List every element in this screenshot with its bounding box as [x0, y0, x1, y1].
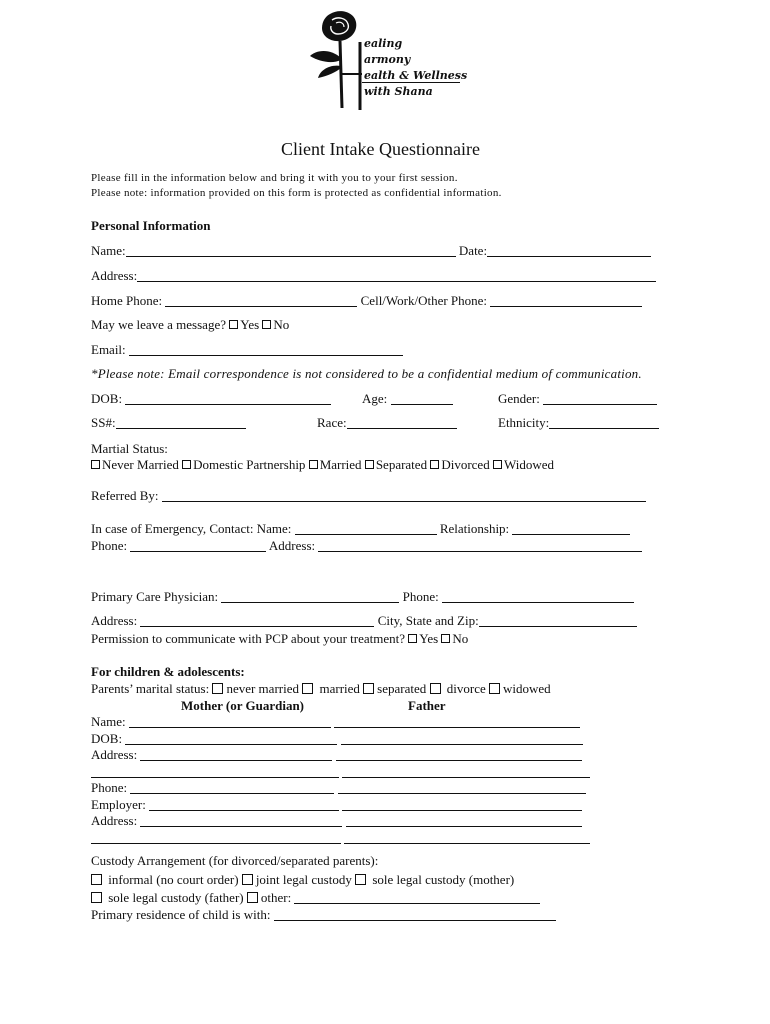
intro-line-1: Please fill in the information below and bring it with you to your first session.	[91, 172, 458, 184]
pcp-no-label: No	[452, 631, 469, 646]
age-group	[362, 391, 453, 407]
pcp-yes-checkbox[interactable]	[408, 634, 417, 643]
personal-heading: Personal Information	[91, 218, 211, 233]
referred-label: Referred By:	[91, 488, 159, 503]
primary-residence-row	[91, 907, 556, 923]
married-checkbox-parents[interactable]	[302, 683, 313, 694]
marital-options	[91, 457, 554, 473]
address-field[interactable]	[137, 269, 656, 282]
race-group	[317, 415, 457, 431]
date-field[interactable]	[487, 244, 651, 257]
gender-group	[498, 391, 657, 407]
col-father: Father	[408, 698, 446, 713]
child-phone-label: Phone:	[91, 780, 128, 795]
child-name-row	[91, 714, 580, 730]
logo-line-3: ealth & Wellness	[364, 69, 468, 82]
ss-label: SS#:	[91, 415, 116, 430]
relationship-field[interactable]	[512, 522, 630, 535]
custody-other-field[interactable]	[294, 891, 540, 904]
pcp-yes-label: Yes	[419, 631, 439, 646]
logo-line-1: ealing	[364, 37, 403, 50]
widowed-checkbox[interactable]	[493, 460, 502, 469]
ethnicity-label: Ethnicity:	[498, 415, 550, 430]
child-address-label: Address:	[91, 747, 138, 762]
relationship-label: Relationship:	[439, 521, 510, 536]
parents-married-label: married	[319, 681, 360, 696]
logo-text	[364, 36, 467, 100]
col-mother: Mother (or Guardian)	[181, 698, 305, 713]
pcp-label: Primary Care Physician:	[91, 589, 219, 604]
intro-line-2: Please note: information provided on this form is protected as confidential information.	[91, 187, 502, 199]
children-heading: For children & adolescents:	[91, 664, 245, 679]
home-phone-label: Home Phone:	[91, 293, 163, 308]
name-row	[91, 243, 651, 259]
father-phone-field[interactable]	[338, 781, 586, 794]
logo-line-2: armony	[364, 53, 411, 66]
logo	[300, 8, 470, 113]
mother-dob-field[interactable]	[125, 732, 337, 745]
parents-never-married-label: never married	[226, 681, 299, 696]
emergency-address-field[interactable]	[318, 539, 642, 552]
father-address-cont-field[interactable]	[342, 765, 590, 778]
child-address-row	[91, 747, 582, 763]
custody-other-checkbox[interactable]	[247, 892, 258, 903]
pcp-permission-label: Permission to communicate with PCP about your treatment?	[91, 631, 405, 646]
dob-row	[91, 391, 331, 407]
dob-field[interactable]	[125, 392, 331, 405]
custody-informal-checkbox[interactable]	[91, 874, 102, 885]
gender-field[interactable]	[543, 392, 657, 405]
message-no-label: No	[273, 317, 290, 332]
parents-status-row	[91, 681, 551, 697]
pcp-address-label: Address:	[91, 613, 138, 628]
mother-address-cont-field[interactable]	[91, 765, 339, 778]
dob-label: DOB:	[91, 391, 123, 406]
father-address-field[interactable]	[336, 748, 582, 761]
separated-label: Separated	[375, 457, 428, 472]
custody-sole-father-label: sole legal custody (father)	[108, 890, 244, 905]
pcp-field[interactable]	[221, 590, 399, 603]
logo-underline	[362, 82, 460, 83]
custody-informal-label: informal (no court order)	[108, 872, 239, 887]
parents-divorce-label: divorce	[446, 681, 486, 696]
pcp-row	[91, 589, 634, 605]
marital-label: Martial Status:	[91, 441, 168, 456]
parents-separated-label: separated	[377, 681, 427, 696]
referred-row	[91, 488, 646, 504]
home-phone-field[interactable]	[165, 294, 357, 307]
address-label: Address:	[91, 268, 138, 283]
referred-field[interactable]	[162, 489, 646, 502]
phone-row	[91, 293, 642, 309]
mother-address2-field[interactable]	[140, 814, 342, 827]
divorced-label: Divorced	[441, 457, 490, 472]
father-dob-field[interactable]	[341, 732, 583, 745]
child-name-label: Name:	[91, 714, 126, 729]
never-married-checkbox-parents[interactable]	[212, 683, 223, 694]
pcp-no-checkbox[interactable]	[441, 634, 450, 643]
separated-checkbox[interactable]	[365, 460, 374, 469]
child-address2-cont-row	[91, 830, 590, 846]
page-title: Client Intake Questionnaire	[281, 139, 480, 159]
primary-residence-field[interactable]	[274, 908, 556, 921]
custody-joint-label: joint legal custody	[255, 872, 352, 887]
pcp-permission-row	[91, 631, 468, 647]
message-no-checkbox[interactable]	[262, 320, 271, 329]
message-yes-checkbox[interactable]	[229, 320, 238, 329]
child-employer-label: Employer:	[91, 797, 146, 812]
age-field[interactable]	[391, 392, 453, 405]
separated-checkbox-parents[interactable]	[363, 683, 374, 694]
mother-employer-field[interactable]	[149, 798, 339, 811]
married-checkbox[interactable]	[309, 460, 318, 469]
date-label: Date:	[458, 243, 488, 258]
emergency-phone-row	[91, 538, 642, 554]
name-label: Name:	[91, 243, 126, 258]
pcp-city-field[interactable]	[479, 614, 637, 627]
father-address2-field[interactable]	[346, 814, 582, 827]
father-employer-field[interactable]	[342, 798, 582, 811]
married-label: Married	[319, 457, 362, 472]
widowed-checkbox-parents[interactable]	[489, 683, 500, 694]
mother-address2-cont-field[interactable]	[91, 831, 341, 844]
message-yes-label: Yes	[240, 317, 260, 332]
pcp-phone-field[interactable]	[442, 590, 634, 603]
emergency-phone-label: Phone:	[91, 538, 128, 553]
ethnicity-field[interactable]	[549, 416, 659, 429]
cell-phone-label: Cell/Work/Other Phone:	[360, 293, 488, 308]
race-field[interactable]	[347, 416, 457, 429]
pcp-city-label: City, State and Zip:	[377, 613, 479, 628]
emergency-name-field[interactable]	[295, 522, 437, 535]
emergency-phone-field[interactable]	[130, 539, 266, 552]
message-row	[91, 317, 289, 333]
child-address-cont-row	[91, 764, 590, 780]
custody-joint-checkbox[interactable]	[242, 874, 253, 885]
email-field[interactable]	[129, 343, 403, 356]
emergency-address-label: Address:	[268, 538, 316, 553]
custody-label: Custody Arrangement (for divorced/separated parents):	[91, 853, 379, 868]
never-married-checkbox[interactable]	[91, 460, 100, 469]
child-dob-row	[91, 731, 583, 747]
name-field[interactable]	[126, 244, 456, 257]
email-note: *Please note: Email correspondence is not considered to be a confidential medium of communication.	[91, 366, 642, 381]
mother-name-field[interactable]	[129, 715, 331, 728]
custody-sole-father-checkbox[interactable]	[91, 892, 102, 903]
message-question: May we leave a message?	[91, 317, 226, 332]
age-label: Age:	[362, 391, 388, 406]
race-label: Race:	[317, 415, 347, 430]
cell-phone-field[interactable]	[490, 294, 642, 307]
parents-widowed-label: widowed	[502, 681, 551, 696]
pcp-phone-label: Phone:	[402, 589, 439, 604]
custody-sole-mother-checkbox[interactable]	[355, 874, 366, 885]
emergency-row	[91, 521, 630, 537]
father-name-field[interactable]	[334, 715, 580, 728]
never-married-label: Never Married	[102, 457, 179, 472]
logo-line-4: with Shana	[364, 85, 433, 98]
widowed-label: Widowed	[503, 457, 554, 472]
custody-other-label: other:	[260, 890, 292, 905]
email-label: Email:	[91, 342, 126, 357]
divorce-checkbox-parents[interactable]	[430, 683, 441, 694]
child-address2-row	[91, 813, 582, 829]
domestic-partnership-checkbox[interactable]	[182, 460, 191, 469]
parents-status-label: Parents’ marital status:	[91, 681, 210, 696]
custody-row-2	[91, 890, 540, 906]
child-dob-label: DOB:	[91, 731, 123, 746]
domestic-partnership-label: Domestic Partnership	[193, 457, 306, 472]
child-phone-row	[91, 780, 586, 796]
gender-label: Gender:	[498, 391, 540, 406]
address-row	[91, 268, 656, 284]
email-row	[91, 342, 403, 358]
ss-row	[91, 415, 246, 431]
custody-row-1	[91, 872, 514, 888]
custody-sole-mother-label: sole legal custody (mother)	[372, 872, 515, 887]
father-address2-cont-field[interactable]	[344, 831, 590, 844]
pcp-address-row	[91, 613, 637, 629]
divorced-checkbox[interactable]	[430, 460, 439, 469]
child-address2-label: Address:	[91, 813, 138, 828]
ethnicity-group	[498, 415, 659, 431]
child-employer-row	[91, 797, 582, 813]
pcp-address-field[interactable]	[140, 614, 374, 627]
emergency-name-label: In case of Emergency, Contact: Name:	[91, 521, 292, 536]
mother-address-field[interactable]	[140, 748, 332, 761]
primary-residence-label: Primary residence of child is with:	[91, 907, 271, 922]
mother-phone-field[interactable]	[130, 781, 334, 794]
ss-field[interactable]	[116, 416, 246, 429]
